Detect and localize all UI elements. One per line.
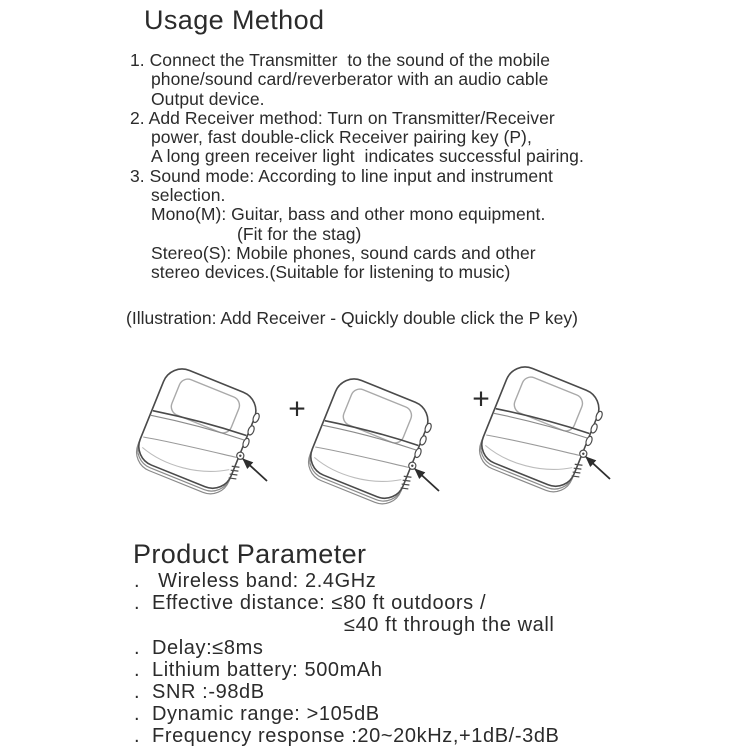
- usage-instruction-line: 3. Sound mode: According to line input and instrument: [130, 165, 553, 186]
- usage-instruction-line: stereo devices.(Suitable for listening to music): [151, 262, 511, 283]
- usage-method-title: Usage Method: [144, 5, 325, 35]
- illustration-caption: (Illustration: Add Receiver - Quickly double click the P key): [126, 308, 578, 328]
- plus-sign-2: +: [472, 382, 490, 416]
- bullet-dot: .: [134, 636, 141, 659]
- usage-instruction-line: selection.: [151, 185, 226, 206]
- receiver-device-2: [303, 373, 440, 512]
- parameter-line: . Frequency response :20~20kHz,+1dB/-3dB: [134, 725, 560, 748]
- usage-instruction-line: (Fit for the stag): [237, 223, 362, 244]
- usage-instruction-line: power, fast double-click Receiver pairing key (P),: [151, 127, 532, 148]
- plus-sign-1: +: [288, 392, 306, 426]
- product-parameter-title: Product Parameter: [133, 539, 367, 569]
- parameter-line: . Dynamic range: >105dB: [134, 703, 380, 726]
- bullet-dot: .: [134, 592, 141, 615]
- bullet-dot: .: [134, 570, 141, 592]
- usage-instruction-line: 2. Add Receiver method: Turn on Transmitter/Receiver: [130, 107, 555, 128]
- receiver-device-1: [131, 363, 268, 502]
- bullet-dot: .: [134, 681, 141, 704]
- parameter-line: ≤40 ft through the wall: [344, 614, 555, 637]
- parameter-line: . Delay:≤8ms: [134, 636, 264, 659]
- usage-instruction-line: A long green receiver light indicates successful pairing.: [151, 146, 584, 167]
- bullet-dot: .: [134, 658, 141, 681]
- bullet-dot: .: [134, 703, 141, 726]
- parameter-list: [134, 570, 559, 748]
- parameter-line: . Effective distance: ≤80 ft outdoors /: [134, 592, 487, 615]
- parameter-line: . Wireless band: 2.4GHz: [134, 570, 377, 592]
- receiver-device-3: [474, 361, 611, 500]
- usage-instruction-line: 1. Connect the Transmitter to the sound of the mobile: [130, 50, 551, 70]
- usage-instruction-line: Stereo(S): Mobile phones, sound cards and other: [151, 242, 536, 263]
- parameter-line: . Lithium battery: 500mAh: [134, 658, 383, 681]
- pairing-illustration: [0, 340, 750, 525]
- parameter-line: . SNR :-98dB: [134, 681, 265, 704]
- usage-instructions: [130, 51, 584, 283]
- usage-instruction-line: Mono(M): Guitar, bass and other mono equipment.: [151, 204, 546, 225]
- bullet-dot: .: [134, 725, 141, 748]
- usage-instruction-line: Output device.: [151, 88, 265, 109]
- usage-instruction-line: phone/sound card/reverberator with an audio cable: [151, 69, 549, 90]
